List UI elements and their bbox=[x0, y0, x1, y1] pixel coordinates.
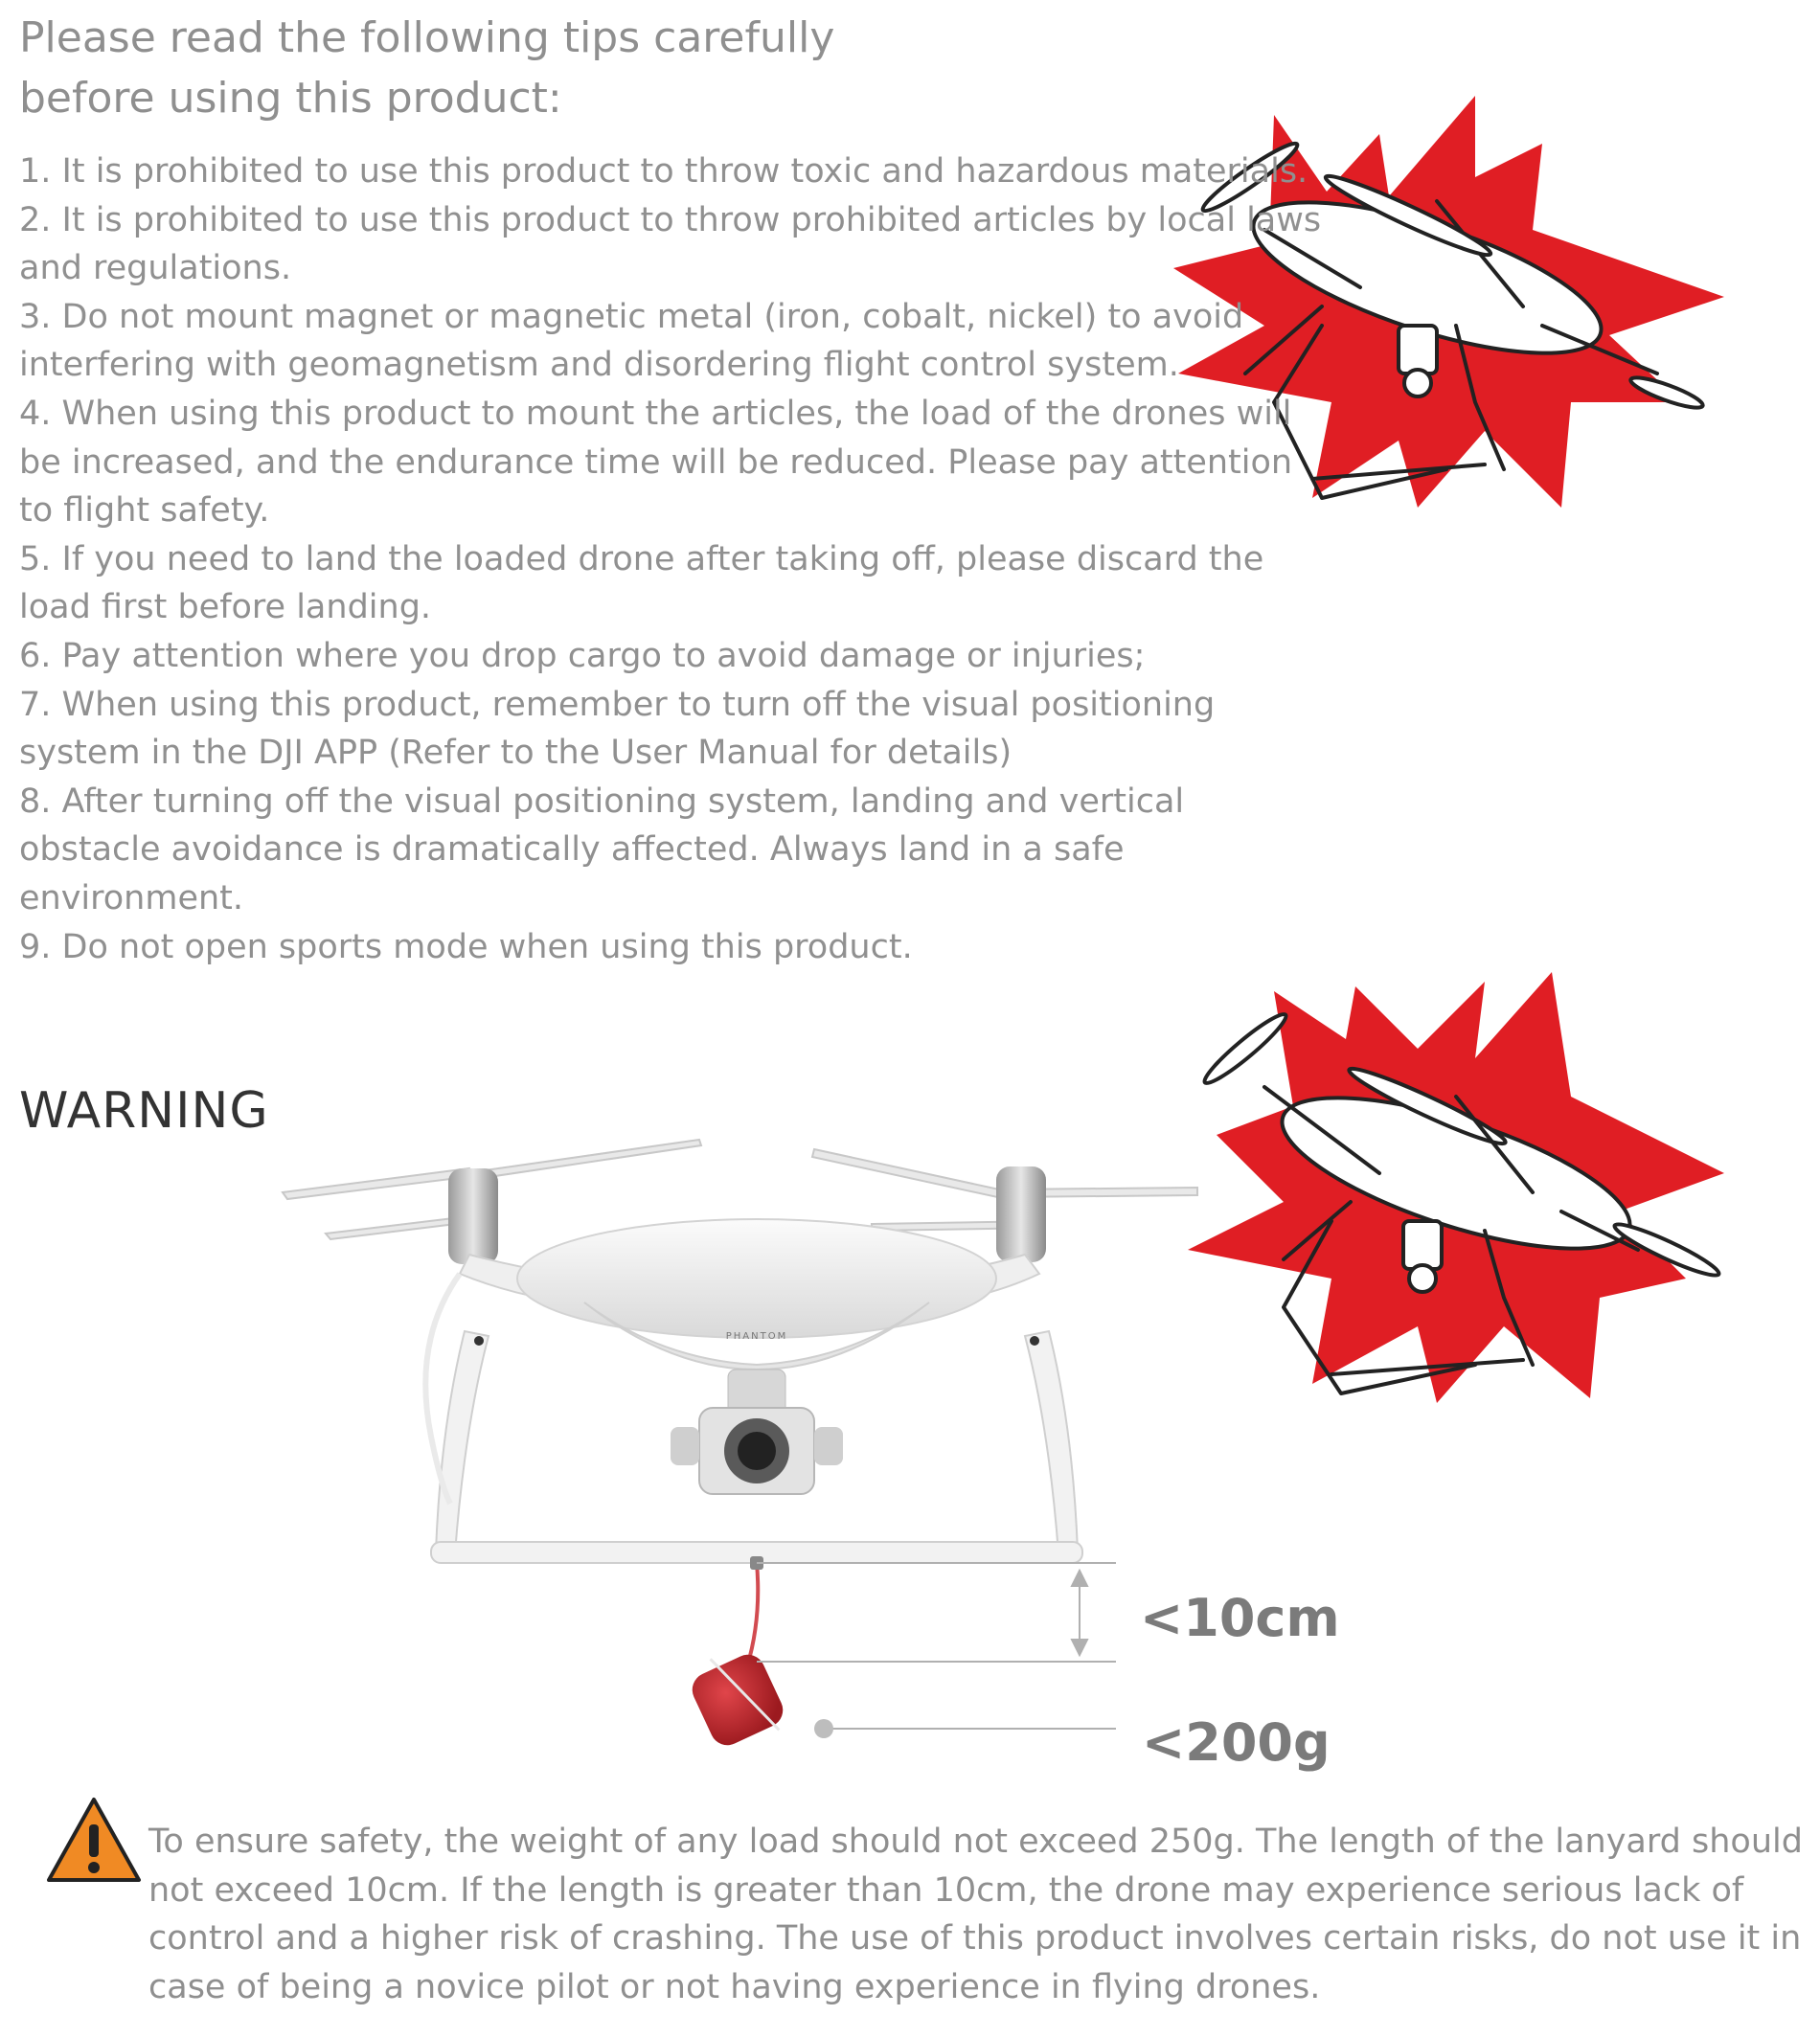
intro-heading bbox=[19, 8, 958, 128]
tip-item: 6. Pay attention where you drop cargo to avoid damage or injuries; bbox=[19, 636, 1146, 675]
motor bbox=[996, 1166, 1046, 1262]
drone-brand-label: PHANTOM bbox=[725, 1331, 788, 1342]
gear-dot bbox=[474, 1336, 484, 1346]
warning-note: To ensure safety, the weight of any load should not exceed 250g. The length of the lanyard should not exceed 10cm. If the length is greater than 10cm, the drone may experience serious lack of control and a higher risk of crashing. The use of this product involves certain risks, do not use it in case of being a novice pilot or not having experience in flying drones. bbox=[148, 1823, 1803, 2006]
camera-side bbox=[671, 1427, 699, 1465]
crash-warning-illustration-bottom bbox=[1188, 962, 1743, 1413]
tip-item: 4. When using this product to mount the articles, the load of the drones will be increased, and the endurance time will be reduced. Please pay attention to flight safety. bbox=[19, 394, 1293, 531]
tip-item: 1. It is prohibited to use this product to throw toxic and hazardous materials. bbox=[19, 152, 1308, 191]
lanyard bbox=[747, 1563, 758, 1666]
tip-item: 7. When using this product, remember to turn off the visual positioning system in the DJI APP (Refer to the User Manual for details) bbox=[19, 685, 1216, 773]
tip-item: 5. If you need to land the loaded drone after taking off, please discard the load first before landing. bbox=[19, 539, 1264, 627]
payload-box bbox=[687, 1649, 788, 1751]
intro-heading-line2: before using this product: bbox=[19, 74, 562, 123]
intro-heading-line1: Please read the following tips carefully bbox=[19, 13, 835, 62]
camera-lens-inner bbox=[738, 1432, 776, 1470]
drone-with-payload-photo bbox=[278, 1121, 1236, 1791]
motor bbox=[448, 1168, 498, 1264]
tip-item: 2. It is prohibited to use this product to throw prohibited articles by local laws and regulations. bbox=[19, 200, 1322, 288]
drone-body bbox=[517, 1219, 996, 1338]
gear-dot bbox=[1030, 1336, 1039, 1346]
length-limit-label: <10cm bbox=[1140, 1588, 1340, 1648]
tip-item: 9. Do not open sports mode when using this product. bbox=[19, 927, 913, 966]
warning-triangle-icon bbox=[46, 1796, 142, 1884]
weight-dimension-marker bbox=[814, 1719, 1116, 1738]
length-dimension-marker bbox=[757, 1563, 1116, 1662]
tip-item: 8. After turning off the visual positioning system, landing and vertical obstacle avoidance is dramatically affected. Always land in a safe environment. bbox=[19, 781, 1185, 917]
safety-tips-list bbox=[19, 147, 1331, 971]
tip-item: 3. Do not mount magnet or magnetic metal (iron, cobalt, nickel) to avoid interfering with geomagnetism and disordering flight control system. bbox=[19, 297, 1244, 385]
weight-limit-label: <200g bbox=[1142, 1712, 1331, 1773]
camera-side bbox=[814, 1427, 843, 1465]
warning-title: WARNING bbox=[19, 1082, 269, 1140]
